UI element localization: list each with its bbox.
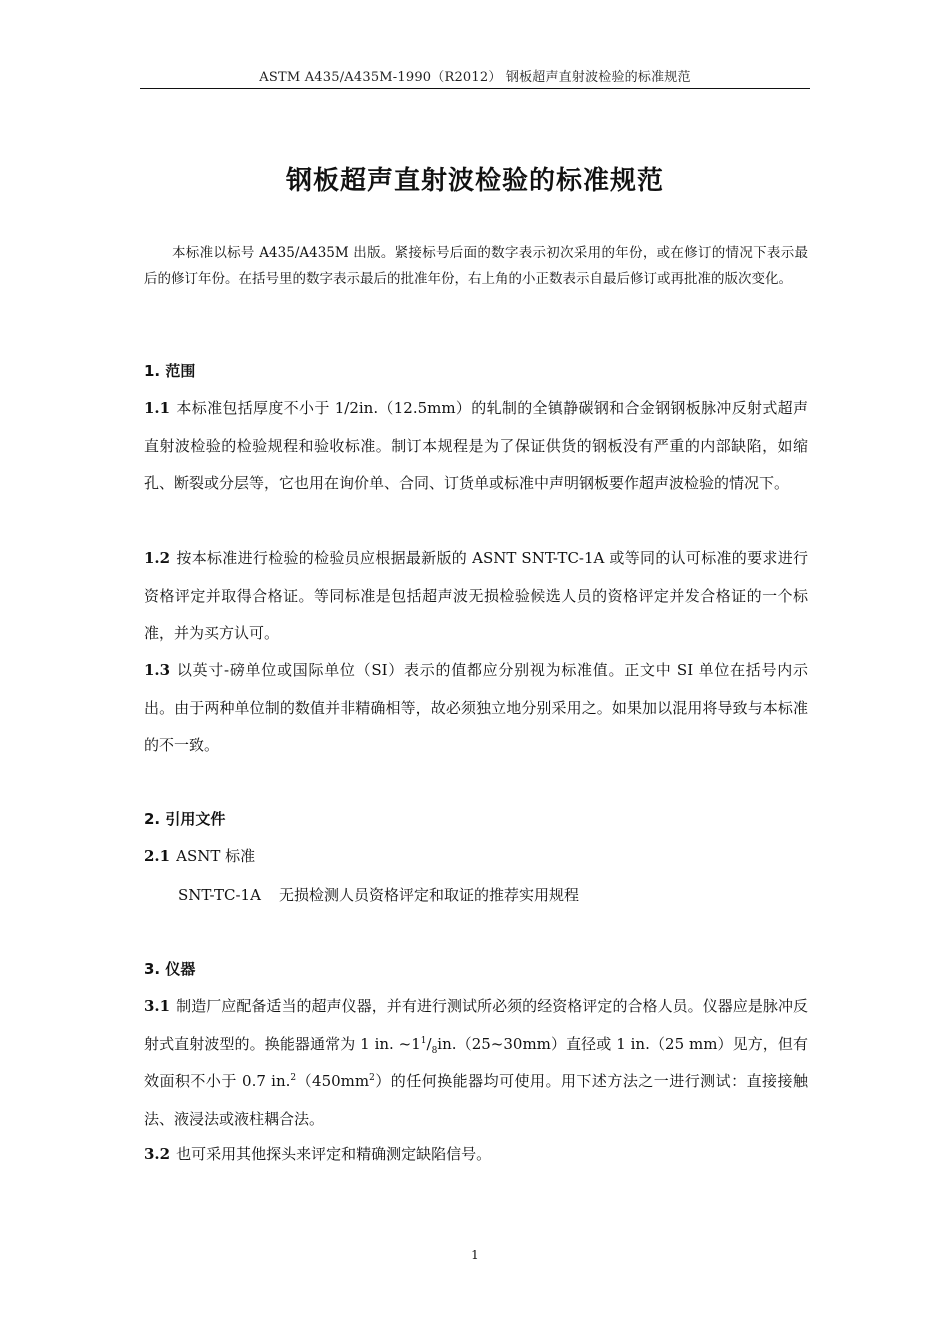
clause-1-2 <box>144 540 808 653</box>
fraction-slash: / <box>426 1034 432 1053</box>
superscript-exponent: 2 <box>290 1073 297 1083</box>
clause-3-2 <box>144 1136 808 1174</box>
clause-text: 也可采用其他探头来评定和精确测定缺陷信号。 <box>176 1145 492 1163</box>
page-number: 1 <box>471 1248 479 1262</box>
clause-text-part: （450mm <box>296 1072 370 1090</box>
clause-text: ASNT 标准 <box>176 847 256 865</box>
running-header: ASTM A435/A435M-1990（R2012） 钢板超声直射波检验的标准规范 <box>259 70 691 85</box>
header-divider <box>140 88 810 89</box>
clause-number: 1.2 <box>144 549 171 567</box>
clause-2-1 <box>144 838 808 876</box>
clause-text: 以英寸-磅单位或国际单位（SI）表示的值都应分别视为标准值。正文中 SI 单位在括号内示出。由于两种单位制的数值并非精确相等，故必须独立地分别采用之。如果加以混用将导致与本标准的不一致。 <box>144 661 808 754</box>
clause-text: 本标准包括厚度不小于 1/2in.（12.5mm）的轧制的全镇静碳钢和合金钢钢板脉冲反射式超声直射波检验的检验规程和验收标准。制订本规程是为了保证供货的钢板没有严重的内部缺陷，如缩孔、断裂或分层等，它也用在询价单、合同、订货单或标准中声明钢板要作超声波检验的情况下。 <box>144 399 808 492</box>
clause-number: 1.1 <box>144 399 171 417</box>
clause-text-part: in.（25~30mm）直径或 1 in.（25 mm）见方，但有效面积不小于 0.7 in. <box>144 1034 808 1090</box>
clause-1-1 <box>144 390 808 503</box>
document-title: 钢板超声直射波检验的标准规范 <box>285 166 664 196</box>
section-heading-scope: 1. 范围 <box>144 362 196 380</box>
intro-paragraph: 本标准以标号 A435/A435M 出版。紧接标号后面的数字表示初次采用的年份，或在修订的情况下表示最后的修订年份。在括号里的数字表示最后的批准年份，右上角的小正数表示自最后修订或再批准的版次变化。 <box>144 245 808 287</box>
clause-number: 1.3 <box>144 661 171 679</box>
fraction-denominator: 8 <box>431 1045 438 1056</box>
standard-title: 无损检测人员资格评定和取证的推荐实用规程 <box>278 886 579 904</box>
clause-1-3 <box>144 652 808 765</box>
section-heading-referenced-documents: 2. 引用文件 <box>144 810 226 828</box>
standard-code: SNT-TC-1A <box>178 886 261 904</box>
clause-number: 3.2 <box>144 1145 171 1163</box>
clause-number: 3.1 <box>144 997 171 1015</box>
referenced-standard <box>178 884 579 905</box>
clause-3-1 <box>144 988 808 1138</box>
superscript-exponent: 2 <box>369 1073 375 1083</box>
section-heading-apparatus: 3. 仪器 <box>144 960 196 978</box>
clause-text-part: 制造厂应配备适当的超声仪器，并有进行测试所必须的经资格评定的合格人员。仪器应是脉冲反射式直射波型的。换能器通常为 1 in. ~1 <box>144 997 808 1053</box>
clause-number: 2.1 <box>144 847 171 865</box>
fraction-numerator: 1 <box>420 1035 427 1046</box>
clause-text: 按本标准进行检验的检验员应根据最新版的 ASNT SNT-TC-1A 或等同的认可标准的要求进行资格评定并取得合格证。等同标准是包括超声波无损检验候选人员的资格评定并发合格证的一个标准，并为买方认可。 <box>144 549 808 642</box>
clause-text-part: ）的任何换能器均可使用。用下述方法之一进行测试：直接接触法、液浸法或液柱耦合法。 <box>144 1072 808 1128</box>
